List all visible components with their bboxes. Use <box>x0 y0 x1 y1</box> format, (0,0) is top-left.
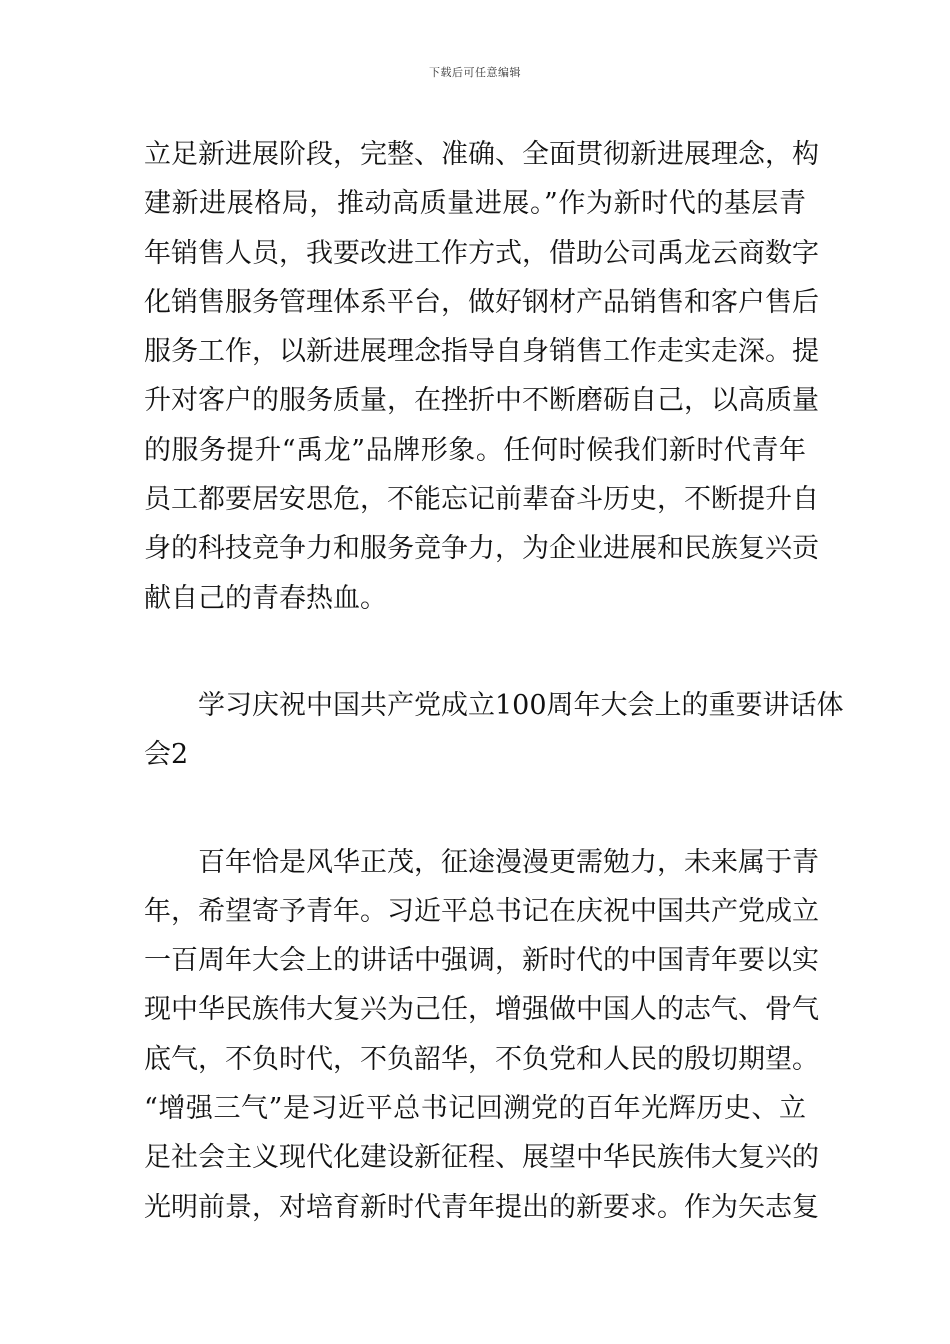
heading-line: 学习庆祝中国共产党成立100周年大会上的重要讲话体 <box>198 689 844 721</box>
text-line: 现中华民族伟大复兴为己任，增强做中国人的志气、骨气 <box>144 994 819 1026</box>
text-line: 底气，不负时代，不负韶华，不负党和人民的殷切期望。 <box>144 1043 819 1075</box>
section-heading <box>144 681 844 780</box>
text-line: 百年恰是风华正茂，征途漫漫更需勉力，未来属于青 <box>198 846 819 878</box>
text-line: 建新进展格局，推动高质量进展。”作为新时代的基层青 <box>144 188 806 220</box>
heading-line: 会2 <box>144 739 189 771</box>
text-line: “增强三气”是习近平总书记回溯党的百年光辉历史、立 <box>144 1093 806 1125</box>
text-line: 光明前景，对培育新时代青年提出的新要求。作为矢志复 <box>144 1191 819 1223</box>
paragraph-spacer <box>144 623 806 681</box>
page-header: 下载后可任意编辑 <box>429 66 521 79</box>
text-line: 服务工作，以新进展理念指导自身销售工作走实走深。提 <box>144 336 819 368</box>
text-line: 的服务提升“禹龙”品牌形象。任何时候我们新时代青年 <box>144 434 806 466</box>
text-line: 身的科技竞争力和服务竞争力，为企业进展和民族复兴贡 <box>144 533 819 565</box>
paragraph-2 <box>144 838 819 1232</box>
document-body <box>144 130 844 1232</box>
paragraph-spacer <box>144 780 806 838</box>
text-line: 年销售人员，我要改进工作方式，借助公司禹龙云商数字 <box>144 237 819 269</box>
text-line: 年，希望寄予青年。习近平总书记在庆祝中国共产党成立 <box>144 895 819 927</box>
text-line: 升对客户的服务质量，在挫折中不断磨砺自己，以高质量 <box>144 385 819 417</box>
text-line: 献自己的青春热血。 <box>144 582 387 614</box>
text-line: 一百周年大会上的讲话中强调，新时代的中国青年要以实 <box>144 945 819 977</box>
paragraph-1 <box>144 130 819 623</box>
text-line: 足社会主义现代化建设新征程、展望中华民族伟大复兴的 <box>144 1142 819 1174</box>
text-line: 员工都要居安思危，不能忘记前辈奋斗历史，不断提升自 <box>144 484 819 516</box>
text-line: 化销售服务管理体系平台，做好钢材产品销售和客户售后 <box>144 286 819 318</box>
text-line: 立足新进展阶段，完整、准确、全面贯彻新进展理念，构 <box>144 139 819 170</box>
